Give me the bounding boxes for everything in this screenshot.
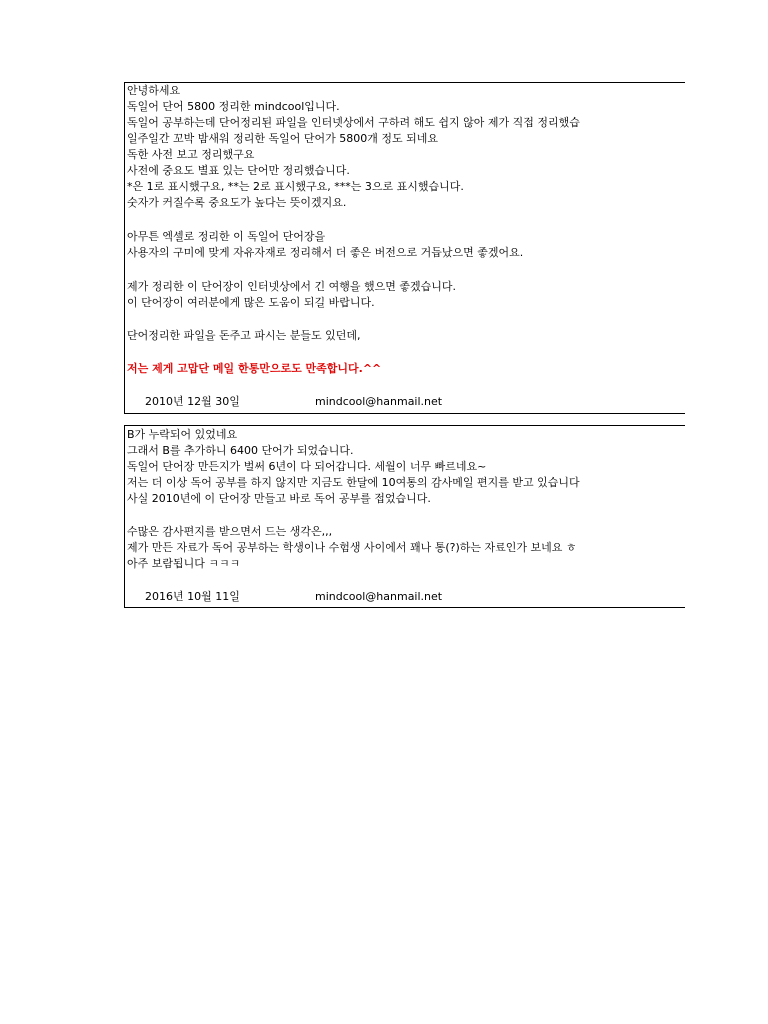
highlight-message: 저는 제게 고맙단 메일 한통만으로도 만족합니다.^^: [127, 362, 382, 375]
text-line: 안녕하세요: [127, 84, 181, 97]
text-line: 제가 정리한 이 단어장이 인터넷상에서 긴 여행을 했으면 좋겠습니다.: [127, 280, 456, 293]
text-line: 독일어 단어 5800 정리한 mindcool입니다.: [127, 100, 340, 113]
text-line: 독일어 단어장 만든지가 벌써 6년이 다 되어갑니다. 세월이 너무 빠르네요~: [127, 460, 487, 473]
note-box-2010: [124, 82, 685, 414]
text-line: 수많은 감사편지를 받으면서 드는 생각은,,,: [127, 525, 333, 538]
text-line: 이 단어장이 여러분에게 많은 도움이 되길 바랍니다.: [127, 296, 375, 309]
text-line: 제가 만든 자료가 독어 공부하는 학생이나 수험생 사이에서 꽤나 통(?)하는 자료인가 보네요 ㅎ: [127, 541, 577, 554]
text-line: 단어정리한 파일을 돈주고 파시는 분들도 있던데,: [127, 329, 361, 342]
signature-date: 2016년 10월 11일: [145, 590, 240, 603]
text-line: 사실 2010년에 이 단어장 만들고 바로 독어 공부를 접었습니다.: [127, 492, 431, 505]
text-line: 숫자가 커질수록 중요도가 높다는 뜻이겠지요.: [127, 196, 347, 209]
text-line: *은 1로 표시했구요, **는 2로 표시했구요, ***는 3으로 표시했습니다.: [127, 180, 464, 193]
text-line: 독한 사전 보고 정리했구요: [127, 148, 255, 161]
text-line: B가 누락되어 있었네요: [127, 428, 238, 441]
text-line: 일주일간 꼬박 밤새워 정리한 독일어 단어가 5800개 정도 되네요: [127, 132, 438, 145]
text-line: 사전에 중요도 별표 있는 단어만 정리했습니다.: [127, 164, 350, 177]
signature-email: mindcool@hanmail.net: [315, 590, 443, 603]
text-line: 그래서 B를 추가하니 6400 단어가 되었습니다.: [127, 444, 354, 457]
text-line: 사용자의 구미에 맞게 자유자재로 정리해서 더 좋은 버전으로 거듭났으면 좋겠어요.: [127, 246, 524, 259]
signature-date: 2010년 12월 30일: [145, 395, 240, 408]
text-line: 아무튼 엑셀로 정리한 이 독일어 단어장을: [127, 230, 326, 243]
text-line: 저는 더 이상 독어 공부를 하지 않지만 지금도 한달에 10여통의 감사메일 편지를 받고 있습니다: [127, 476, 580, 489]
text-line: 아주 보람됩니다 ㅋㅋㅋ: [127, 557, 241, 570]
signature-email: mindcool@hanmail.net: [315, 395, 443, 408]
text-line: 독일어 공부하는데 단어정리된 파일을 인터넷상에서 구하려 해도 쉽지 않아 제가 직접 정리했습: [127, 116, 580, 129]
note-box-2016: [124, 425, 685, 608]
